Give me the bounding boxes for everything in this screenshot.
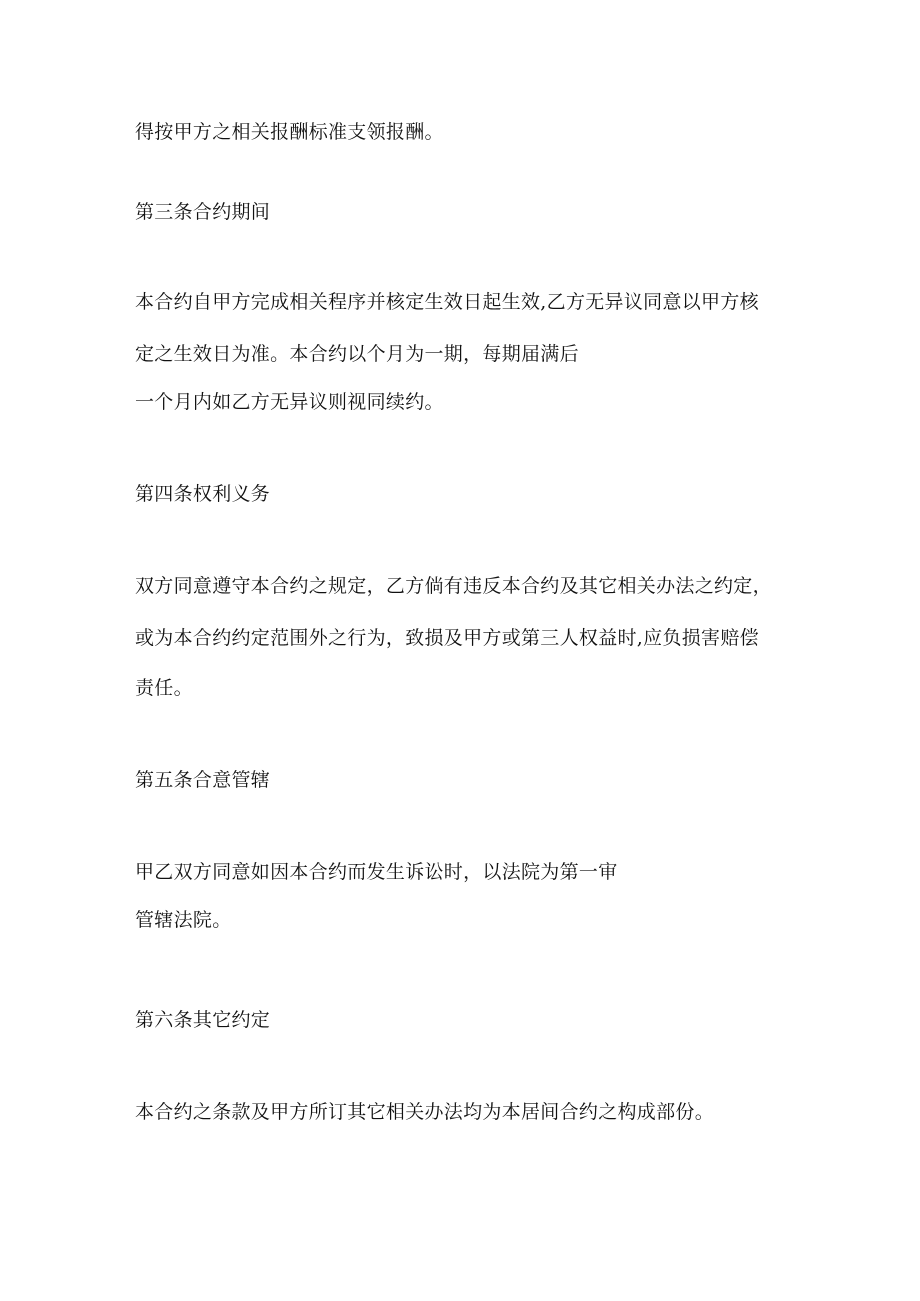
- body-line: 责任。: [135, 677, 193, 699]
- body-line: 或为本合约约定范围外之行为，致损及甲方或第三人权益时,应负损害赔偿: [135, 627, 759, 649]
- body-line: 甲乙双方同意如因本合约而发生诉讼时，以法院为第一审: [135, 861, 618, 883]
- body-line: 双方同意遵守本合约之规定，乙方倘有违反本合约及其它相关办法之约定，: [135, 575, 772, 597]
- article-heading: 第五条合意管辖: [135, 769, 271, 791]
- body-line: 本合约之条款及甲方所订其它相关办法均为本居间合约之构成部份。: [135, 1101, 715, 1123]
- article-heading: 第四条权利义务: [135, 483, 271, 505]
- body-line: 管辖法院。: [135, 909, 232, 931]
- body-line: 定之生效日为准。本合约以个月为一期，每期届满后: [135, 343, 579, 365]
- article-heading: 第六条其它约定: [135, 1009, 271, 1031]
- body-line: 一个月内如乙方无异议则视同续约。: [135, 391, 444, 413]
- article-heading: 第三条合约期间: [135, 201, 271, 223]
- body-line: 本合约自甲方完成相关程序并核定生效日起生效,乙方无异议同意以甲方核: [135, 291, 759, 313]
- body-line: 得按甲方之相关报酬标准支领报酬。: [135, 121, 444, 143]
